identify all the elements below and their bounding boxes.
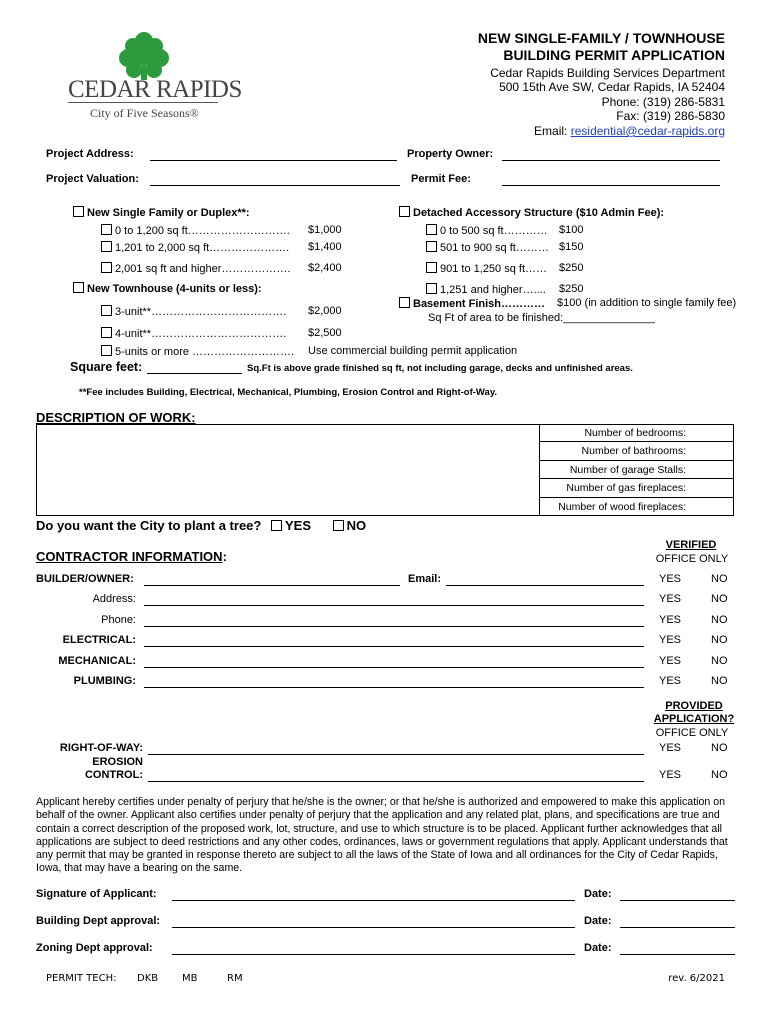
verified-label: VERIFIED [665,539,717,551]
bedrooms-field[interactable]: Number of bedrooms: [540,424,734,442]
bathrooms-field[interactable]: Number of bathrooms: [540,442,734,460]
application-label: APPLICATION? [653,713,735,725]
acc-option-3-label: 901 to 1,250 sq ft…… [440,263,548,275]
builder-field[interactable] [144,585,400,586]
office-only-label-2: OFFICE ONLY [655,727,729,739]
th-option-1-fee: $2,000 [308,305,342,317]
erosion-yes[interactable]: YES [659,769,682,781]
mechanical-field[interactable] [144,667,644,668]
row-label: RIGHT-OF-WAY: [59,742,143,754]
sfd-option-3 [101,262,290,275]
acc-option-3-fee: $250 [559,262,584,274]
tree-yes-label: YES [284,518,311,533]
applicant-signature-field[interactable] [172,900,575,901]
zoning-approval-label: Zoning Dept approval: [36,942,153,954]
contractor-heading-text: CONTRACTOR INFORMATION [36,549,223,564]
builder-email-field[interactable] [446,585,644,586]
square-feet-text: Square feet [70,360,139,374]
basement-row [399,297,545,310]
tree-question-text: Do you want the City to plant a tree? [36,518,262,533]
permit-tech-rm[interactable]: RM [227,973,243,984]
basement-sqft: Sq Ft of area to be finished:_______________ [428,312,655,324]
th-checkbox[interactable] [73,282,84,293]
building-date-label: Date: [584,915,612,927]
building-date-field[interactable] [620,927,735,928]
sfd-option-3-fee: $2,400 [308,262,342,274]
sfd-option-2-label: 1,201 to 2,000 sq ft…………………. [115,242,290,254]
builder-no[interactable]: NO [711,573,728,585]
erosion-label-1: EROSION [92,756,143,768]
electrical-no[interactable]: NO [711,634,728,646]
applicant-date-label: Date: [584,888,612,900]
sfd-heading [73,206,250,219]
fee-note: **Fee includes Building, Electrical, Mechanical, Plumbing, Erosion Control and Right-of-Way. [79,387,498,398]
sfd-option-1 [101,224,290,237]
dept-phone: Phone: (319) 286-5831 [601,95,725,109]
th-option-1-label: 3-unit**………………………………. [115,306,287,318]
form-title-line2: BUILDING PERMIT APPLICATION [503,47,725,63]
th-option-2-checkbox[interactable] [101,327,112,338]
address-yes[interactable]: YES [659,593,682,605]
permit-tech-mb[interactable]: MB [182,973,198,984]
row-no[interactable]: NO [711,742,728,754]
mechanical-label: MECHANICAL: [58,655,136,667]
sfd-option-3-checkbox[interactable] [101,262,112,273]
sfd-checkbox[interactable] [73,206,84,217]
acc-option-2-fee: $150 [559,241,584,253]
tree-no-checkbox[interactable] [333,520,344,531]
project-valuation-label: Project Valuation: [46,173,139,185]
dept-name: Cedar Rapids Building Services Department [490,66,725,80]
square-feet-label: Square feet: [70,360,143,374]
acc-option-1-checkbox[interactable] [426,224,437,235]
th-option-1-checkbox[interactable] [101,305,112,316]
acc-heading-text: Detached Accessory Structure ($10 Admin Fee): [413,207,665,219]
wood-fireplaces-field[interactable]: Number of wood fireplaces: [558,500,686,513]
garage-stalls-field[interactable]: Number of garage Stalls: [540,461,734,479]
plumbing-label: PLUMBING: [73,675,136,687]
electrical-label: ELECTRICAL: [62,634,136,646]
contractor-heading [36,549,227,564]
mechanical-yes[interactable]: YES [659,655,682,667]
phone-yes[interactable]: YES [659,614,682,626]
mechanical-no[interactable]: NO [711,655,728,667]
project-address-label: Project Address: [46,148,134,160]
plumbing-yes[interactable]: YES [659,675,682,687]
acc-option-2-label: 501 to 900 sq ft……… [440,242,549,254]
applicant-signature-label: Signature of Applicant: [36,888,157,900]
acc-option-2-checkbox[interactable] [426,241,437,252]
property-owner-field[interactable] [502,160,720,161]
plumbing-field[interactable] [144,687,644,688]
phone-field[interactable] [144,626,644,627]
acc-option-3-checkbox[interactable] [426,262,437,273]
electrical-field[interactable] [144,646,644,647]
project-address-field[interactable] [150,160,397,161]
builder-yes[interactable]: YES [659,573,682,585]
th-option-3-fee: Use commercial building permit application [308,345,518,357]
th-option-2 [101,327,286,340]
sfd-option-1-fee: $1,000 [308,224,342,236]
logo-name: CEDAR RAPIDS [68,76,242,103]
erosion-no[interactable]: NO [711,769,728,781]
address-label: Address: [92,593,136,605]
square-feet-field[interactable] [147,373,242,374]
sfd-option-1-label: 0 to 1,200 sq ft………………………. [115,225,290,237]
applicant-date-field[interactable] [620,900,735,901]
row-field[interactable] [148,754,644,755]
acc-checkbox[interactable] [399,206,410,217]
th-option-2-label: 4-unit**………………………………. [115,328,287,340]
th-heading-text: New Townhouse (4-units or less): [87,283,262,295]
dept-fax: Fax: (319) 286-5830 [616,109,725,123]
description-heading: DESCRIPTION OF WORK: [36,410,196,425]
acc-option-1-label: 0 to 500 sq ft………… [440,225,548,237]
basement-label: Basement Finish………… [413,298,546,310]
logo-tagline: City of Five Seasons® [90,106,199,120]
acc-heading [399,206,664,219]
acc-option-4-fee: $250 [559,283,584,295]
contractor-heading-colon: : [222,549,227,564]
builder-label: BUILDER/OWNER: [36,573,134,585]
th-heading [73,282,262,295]
th-option-1 [101,305,286,318]
acc-option-4-label: 1,251 and higher….... [440,284,546,296]
plumbing-no[interactable]: NO [711,675,728,687]
city-logo [66,26,242,122]
tree-question [36,518,366,533]
property-owner-label: Property Owner: [407,148,494,160]
phone-no[interactable]: NO [711,614,728,626]
zoning-approval-field[interactable] [172,954,575,955]
address-field[interactable] [144,605,644,606]
square-feet-note: Sq.Ft is above grade finished sq ft, not including garage, decks and unfinished areas. [247,363,633,374]
dept-email [534,124,725,138]
building-approval-field[interactable] [172,927,575,928]
permit-tech-label: PERMIT TECH: [46,973,117,984]
building-approval-label: Building Dept approval: [36,915,161,927]
zoning-date-field[interactable] [620,954,735,955]
sfd-option-1-checkbox[interactable] [101,224,112,235]
th-option-3-checkbox[interactable] [101,345,112,356]
electrical-yes[interactable]: YES [659,634,682,646]
basement-checkbox[interactable] [399,297,410,308]
acc-option-4-checkbox[interactable] [426,283,437,294]
phone-label: Phone: [101,614,136,626]
tree-yes-checkbox[interactable] [271,520,282,531]
sfd-option-3-label: 2,001 sq ft and higher………………. [115,263,291,275]
sfd-option-2 [101,241,289,254]
acc-option-1-fee: $100 [559,224,584,236]
permit-tech-dkb[interactable]: DKB [137,973,159,984]
address-no[interactable]: NO [711,593,728,605]
th-option-3-label: 5-units or more ………………………. [115,346,295,358]
acc-option-4 [426,283,546,296]
provided-label: PROVIDED [665,700,723,712]
email-link[interactable]: residential@cedar-rapids.org [570,124,725,138]
certification-text: Applicant hereby certifies under penalty of perjury that he/she is the owner; or that he/she is authorized and empowered to make this application on behalf of the owner. Applicant also certifies under penalty of perjury that the application and any related plat, plans, and specifications are true and contain a correct description of the proposed work, lot, structure, and use to which structure is to be placed. Applicant further acknowledges that all applications are subject to deed restrictions and any other codes, ordinances, laws or government regulations that apply. Applicant understands that any permit that may be granted in response thereto are subject to all the laws of the State of Iowa and all ordinances for the City of Cedar Rapids, Iowa, that may have a bearing on the same. [36,796,728,875]
permit-fee-label: Permit Fee: [411,173,471,185]
revision-label: rev. 6/2021 [668,973,725,984]
th-option-3 [101,345,294,358]
project-valuation-field[interactable] [150,185,400,186]
tree-no-label: NO [346,518,367,533]
zoning-date-label: Date: [584,942,612,954]
acc-option-2 [426,241,549,254]
erosion-label-2: CONTROL: [84,769,143,781]
sfd-heading-text: New Single Family or Duplex**: [87,207,250,219]
basement-fee: $100 (in addition to single family fee) [557,297,737,309]
sfd-option-2-checkbox[interactable] [101,241,112,252]
builder-email-label: Email: [408,573,442,585]
sfd-option-2-fee: $1,400 [308,241,342,253]
row-yes[interactable]: YES [659,742,682,754]
form-title-line1: NEW SINGLE-FAMILY / TOWNHOUSE [477,30,725,46]
email-label: Email: [534,124,571,138]
acc-option-3 [426,262,547,275]
permit-fee-field[interactable] [502,185,720,186]
gas-fireplaces-field[interactable]: Number of gas fireplaces: [540,479,734,497]
erosion-field[interactable] [148,781,644,782]
room-counts [539,424,734,516]
office-only-label: OFFICE ONLY [655,553,729,565]
acc-option-1 [426,224,548,237]
th-option-2-fee: $2,500 [308,327,342,339]
dept-address: 500 15th Ave SW, Cedar Rapids, IA 52404 [499,80,725,94]
